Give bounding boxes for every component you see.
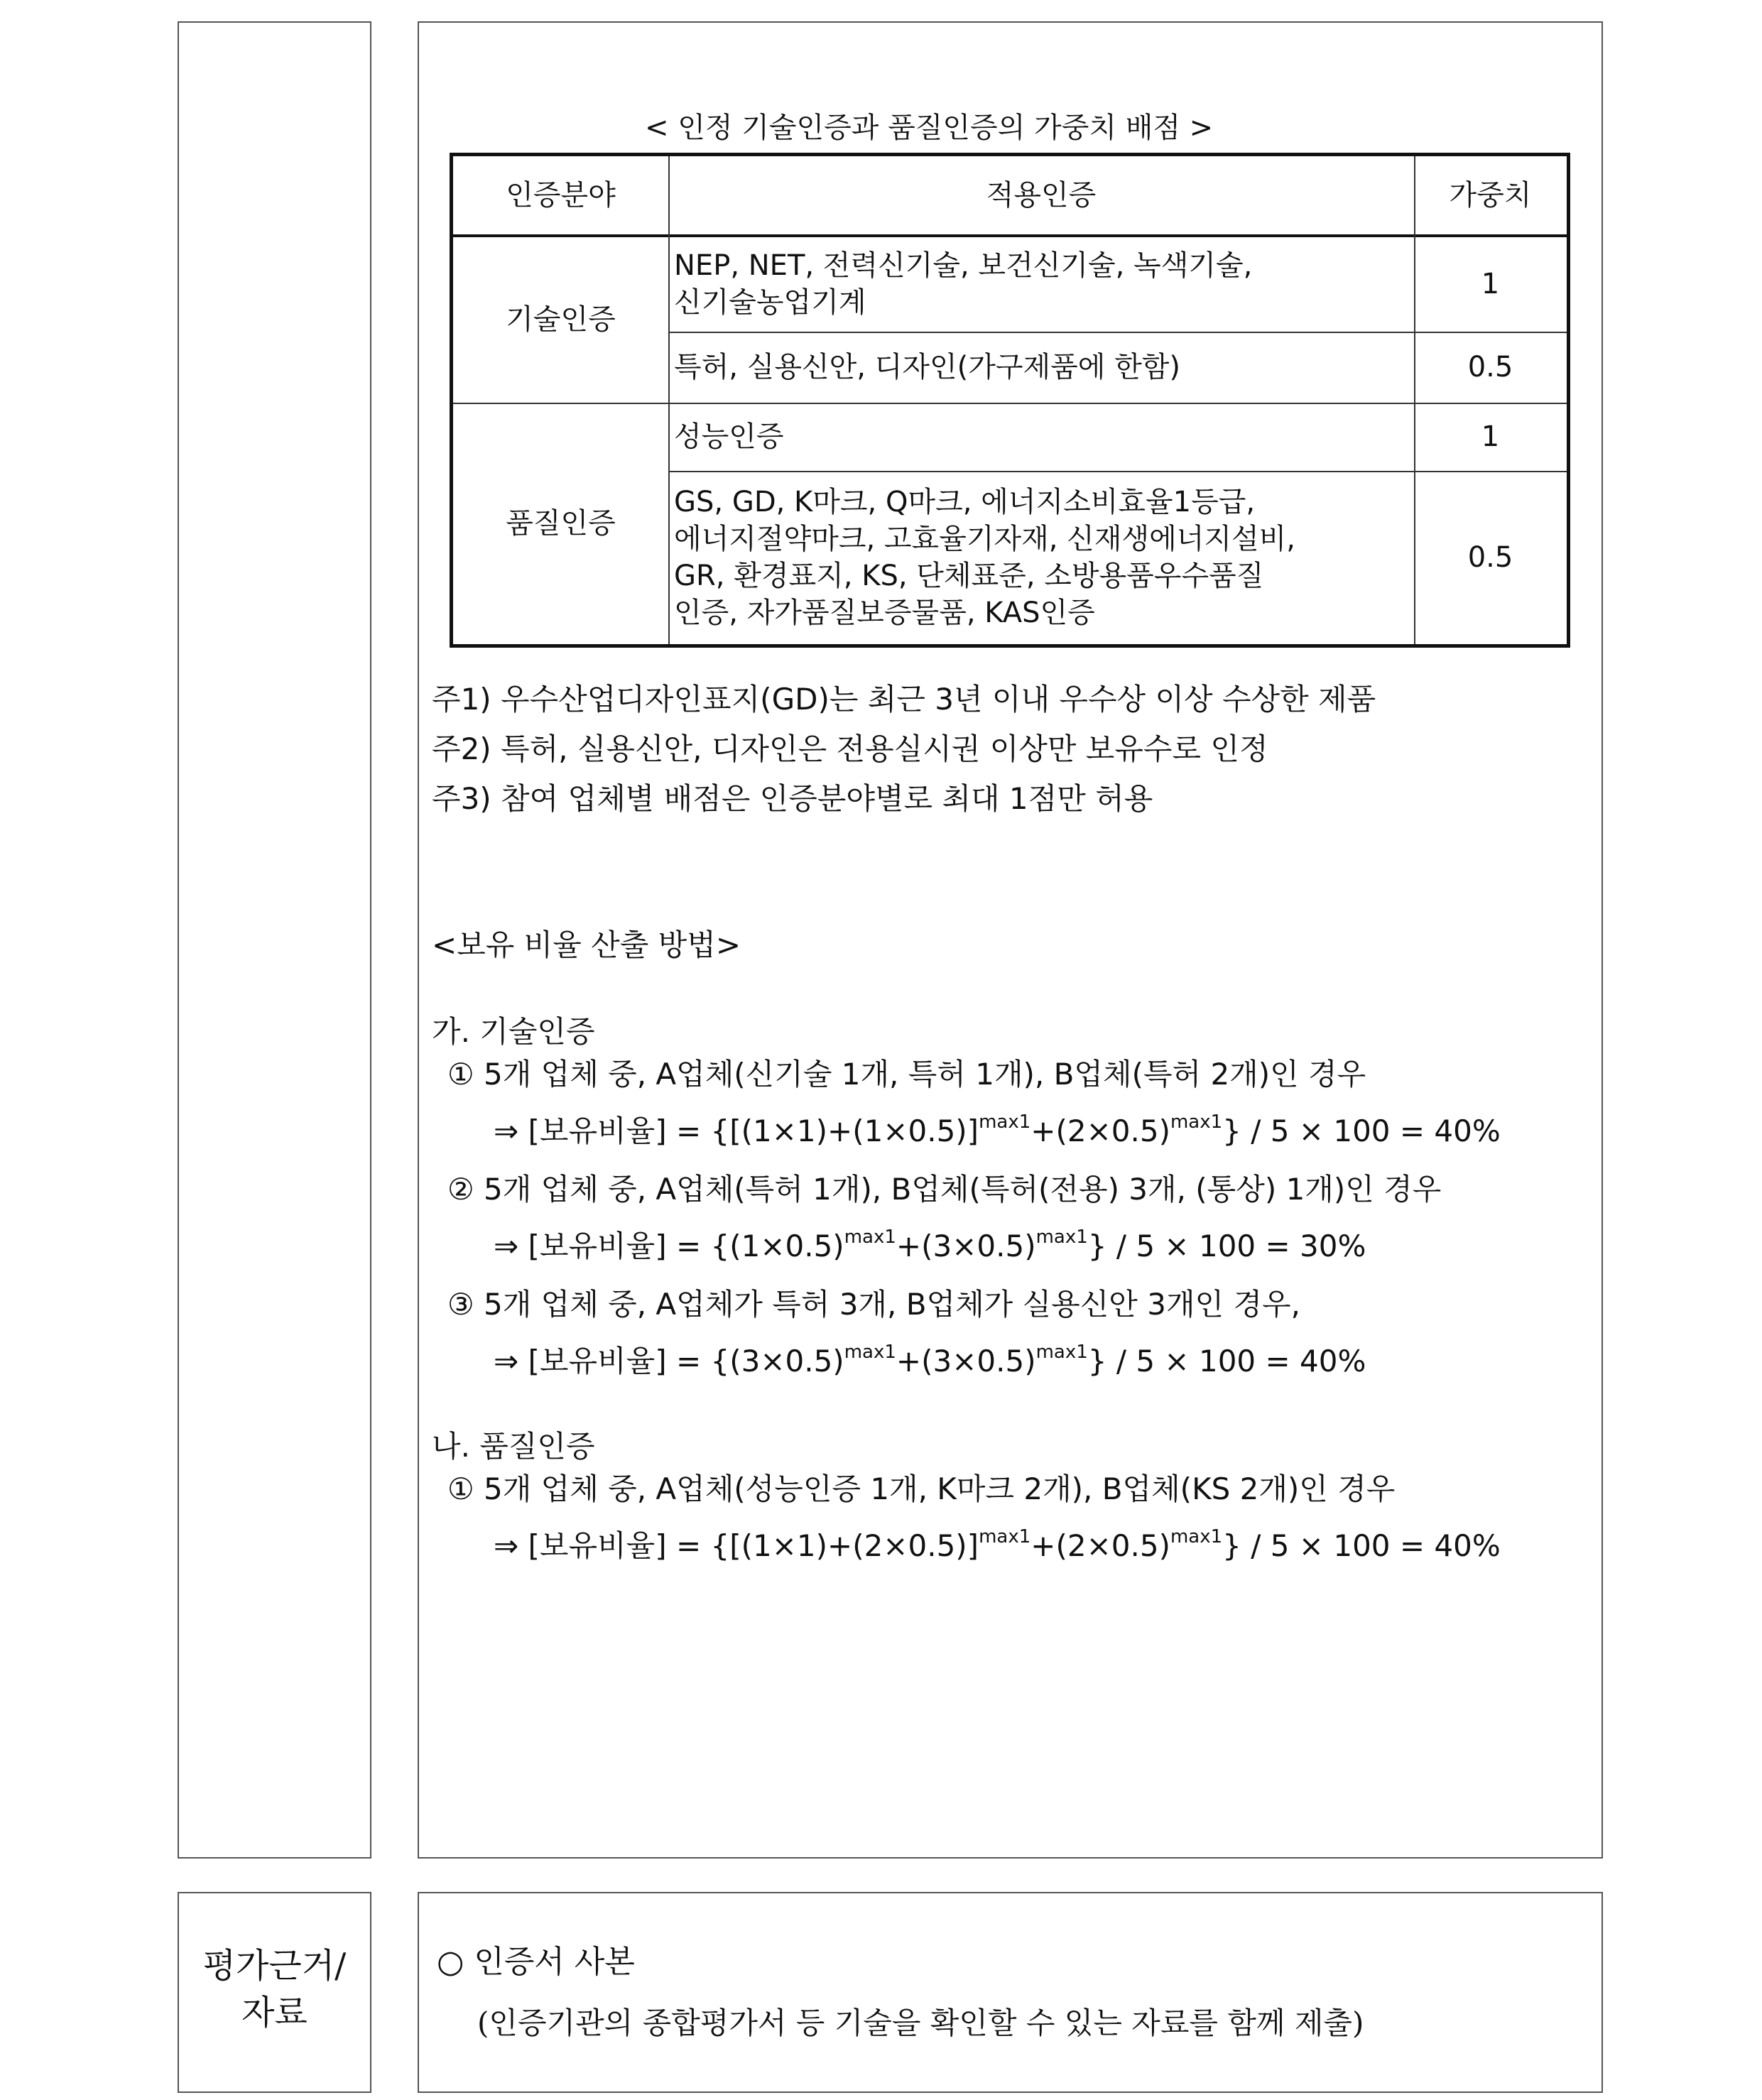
example-case: ② 5개 업체 중, A업체(특허 1개), B업체(특허(전용) 3개, (통상) 1개)인 경우 <box>447 1172 1442 1207</box>
table-caption: < 인정 기술인증과 품질인증의 가중치 배점 > <box>645 111 1214 144</box>
method-title: <보유 비율 산출 방법> <box>432 927 741 962</box>
basis-label: 평가근거/ 자료 <box>202 1946 347 2033</box>
note-2: 주2) 특허, 실용신안, 디자인은 전용실시권 이상만 보유수로 인정 <box>432 731 1268 766</box>
header-certs: 적용인증 <box>986 179 1097 212</box>
header-weight: 가중치 <box>1449 179 1532 212</box>
table-row: 특허, 실용신안, 디자인(가구제품에 한함) <box>674 351 1181 383</box>
weight-value: 0.5 <box>1467 541 1513 574</box>
certification-weight-table <box>450 153 1570 648</box>
weight-value: 1 <box>1481 420 1500 453</box>
table-row: 성능인증 <box>674 420 784 453</box>
table-row <box>668 471 1414 644</box>
section-title-tech: 가. 기술인증 <box>432 1014 595 1049</box>
example-formula: ⇒ [보유비율] = $\{[(1\times 1)+(1\times 0.5)]^{max1}+(2\times 0.5)^{max1}\} / 5 \times 100 = 40\%$ <box>494 1111 1501 1148</box>
basis-content-cell <box>418 1892 1603 2093</box>
example-formula: ⇒ [보유비율] = $\{[(1\times 1)+(2\times 0.5)]^{max1}+(2\times 0.5)^{max1}\} / 5 \times 100 = 40\%$ <box>494 1526 1501 1563</box>
section-title-quality: 나. 품질인증 <box>432 1429 595 1464</box>
example-case: ① 5개 업체 중, A업체(성능인증 1개, K마크 2개), B업체(KS 2개)인 경우 <box>447 1471 1396 1506</box>
certs-line: 신기술농업기계 <box>674 285 866 319</box>
example-case: ③ 5개 업체 중, A업체가 특허 3개, B업체가 실용신안 3개인 경우, <box>447 1287 1300 1322</box>
certs-line: NEP, NET, 전력신기술, 보건신기술, 녹색기술, <box>674 249 1253 282</box>
weight-value: 1 <box>1481 267 1500 300</box>
weight-value: 0.5 <box>1467 351 1513 383</box>
example-case: ① 5개 업체 중, A업체(신기술 1개, 특허 1개), B업체(특허 2개)인 경우 <box>447 1057 1366 1092</box>
field-tech: 기술인증 <box>506 303 616 336</box>
basis-item: ○ 인증서 사본 <box>437 1944 635 1980</box>
left-label-column <box>178 21 371 1859</box>
certs-line: 에너지절약마크, 고효율기자재, 신재생에너지설비, <box>674 523 1296 555</box>
note-1: 주1) 우수산업디자인표지(GD)는 최근 3년 이내 우수상 이상 수상한 제품 <box>432 682 1376 717</box>
certs-line: GS, GD, K마크, Q마크, 에너지소비효율1등급, <box>674 486 1256 518</box>
header-field: 인증분야 <box>506 179 616 212</box>
note-3: 주3) 참여 업체별 배점은 인증분야별로 최대 1점만 허용 <box>432 781 1153 816</box>
example-formula: ⇒ [보유비율] = $\{(1\times 0.5)^{max1}+(3\times 0.5)^{max1}\} / 5 \times 100 = 30\%$ <box>494 1226 1366 1263</box>
example-formula: ⇒ [보유비율] = $\{(3\times 0.5)^{max1}+(3\times 0.5)^{max1}\} / 5 \times 100 = 40\%$ <box>494 1342 1366 1378</box>
field-quality: 품질인증 <box>506 507 616 540</box>
certs-line: 인증, 자가품질보증물품, KAS인증 <box>674 597 1095 629</box>
basis-detail: (인증기관의 종합평가서 등 기술을 확인할 수 있는 자료를 함께 제출) <box>477 2006 1364 2040</box>
table-row <box>668 236 1414 332</box>
certs-line: GR, 환경표지, KS, 단체표준, 소방용품우수품질 <box>674 560 1264 592</box>
